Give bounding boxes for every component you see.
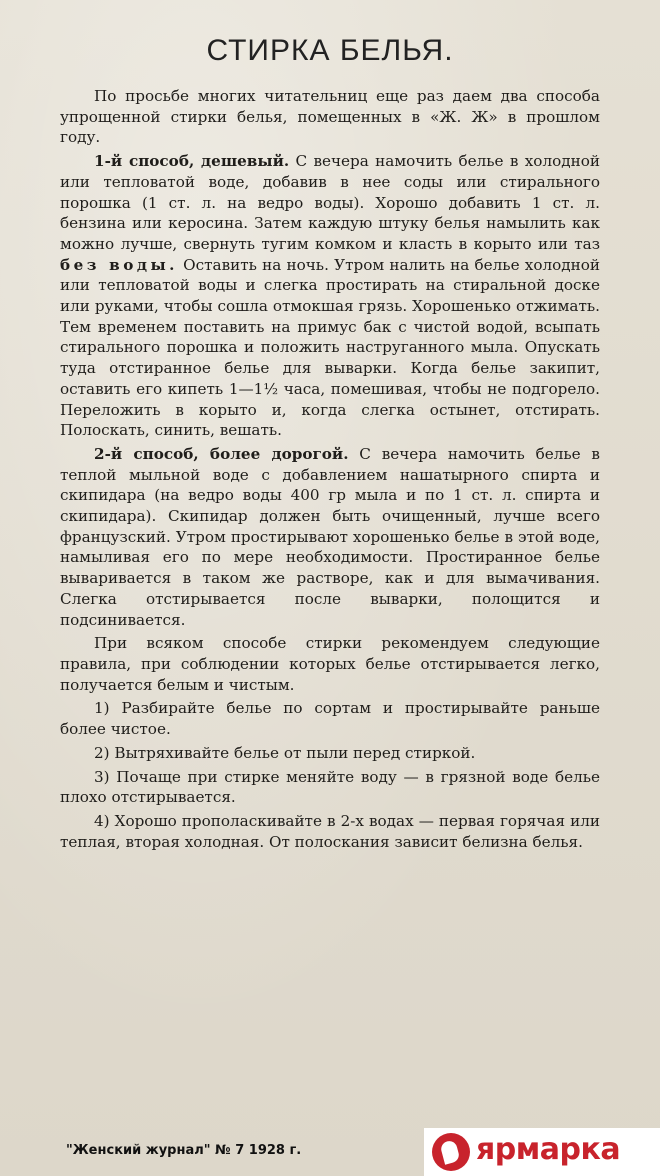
pin-icon	[432, 1133, 470, 1171]
rule-item: 1) Разбирайте белье по сортам и простирывайте раньше более чистое.	[60, 699, 600, 739]
rule-item: 4) Хорошо прополаскивайте в 2-х водах — первая горячая или теплая, вторая холодная. От полоскания зависит белизна белья.	[60, 811, 600, 851]
method-2-heading: 2-й способ, более дорогой.	[94, 444, 349, 463]
intro-paragraph: По просьбе многих читательниц еще раз даем два способа упрощенной стирки белья, помещенных в «Ж. Ж» в прошлом году.	[60, 87, 600, 147]
rule-item: 3) Почаще при стирке меняйте воду — в грязной воде белье плохо отстирывается.	[60, 767, 600, 807]
watermark-word: ярмарка	[476, 1132, 621, 1167]
method-1-text-a: С вечера намочить белье в холодной или тепловатой воде, добавив в нее соды или стирального порошка (1 ст. л. на ведро воды). Хорошо добавить 1 ст. л. бензина или керосина. Затем каждую штуку белья намылить как можно лучше, свернуть тугим комком и класть в корыто или таз	[60, 152, 600, 253]
method-1-spaced-text: без воды.	[60, 255, 178, 274]
article-title: СТИРКА БЕЛЬЯ.	[206, 34, 454, 67]
rules-intro-paragraph: При всяком способе стирки рекомендуем следующие правила, при соблюдении которых белье отстирывается легко, получается белым и чистым.	[60, 634, 600, 694]
watermark-logo	[424, 1128, 660, 1176]
method-1-paragraph	[60, 151, 600, 441]
article-body	[60, 86, 600, 852]
source-caption: "Женский журнал" № 7 1928 г.	[66, 1143, 302, 1158]
method-1-text-b: Оставить на ночь. Утром налить на белье холодной или тепловатой воды и слегка простирать на стиральной доске или руками, чтобы сошла отмокшая грязь. Хорошенько отжимать. Тем временем поставить на примус бак с чистой водой, всыпать стирального порошка и положить наструганного мыла. Опускать туда отстиранное белье для выварки. Когда белье закипит, оставить его кипеть 1—1½ часа, помешивая, чтобы не подгорело. Переложить в корыто и, когда слегка остынет, отстирать. Полоскать, синить, вешать.	[60, 255, 601, 440]
method-2-paragraph	[60, 444, 600, 630]
method-1-heading: 1-й способ, дешевый.	[94, 152, 290, 171]
rule-item: 2) Вытряхивайте белье от пыли перед стиркой.	[94, 743, 476, 762]
method-2-text: С вечера намочить белье в теплой мыльной воде с добавлением нашатырного спирта и скипидара (на ведро воды 400 гр мыла и по 1 ст. л. спирта и скипидара). Скипидар должен быть очищенный, лучше всего французский. Утром простирывают хорошенько белье в этой воде, намыливая его по мере необходимости. Простиранное белье вываривается в таком же растворе, как и для вымачивания. Слегка отстирывается после выварки, полощится и подсинивается.	[60, 444, 600, 629]
